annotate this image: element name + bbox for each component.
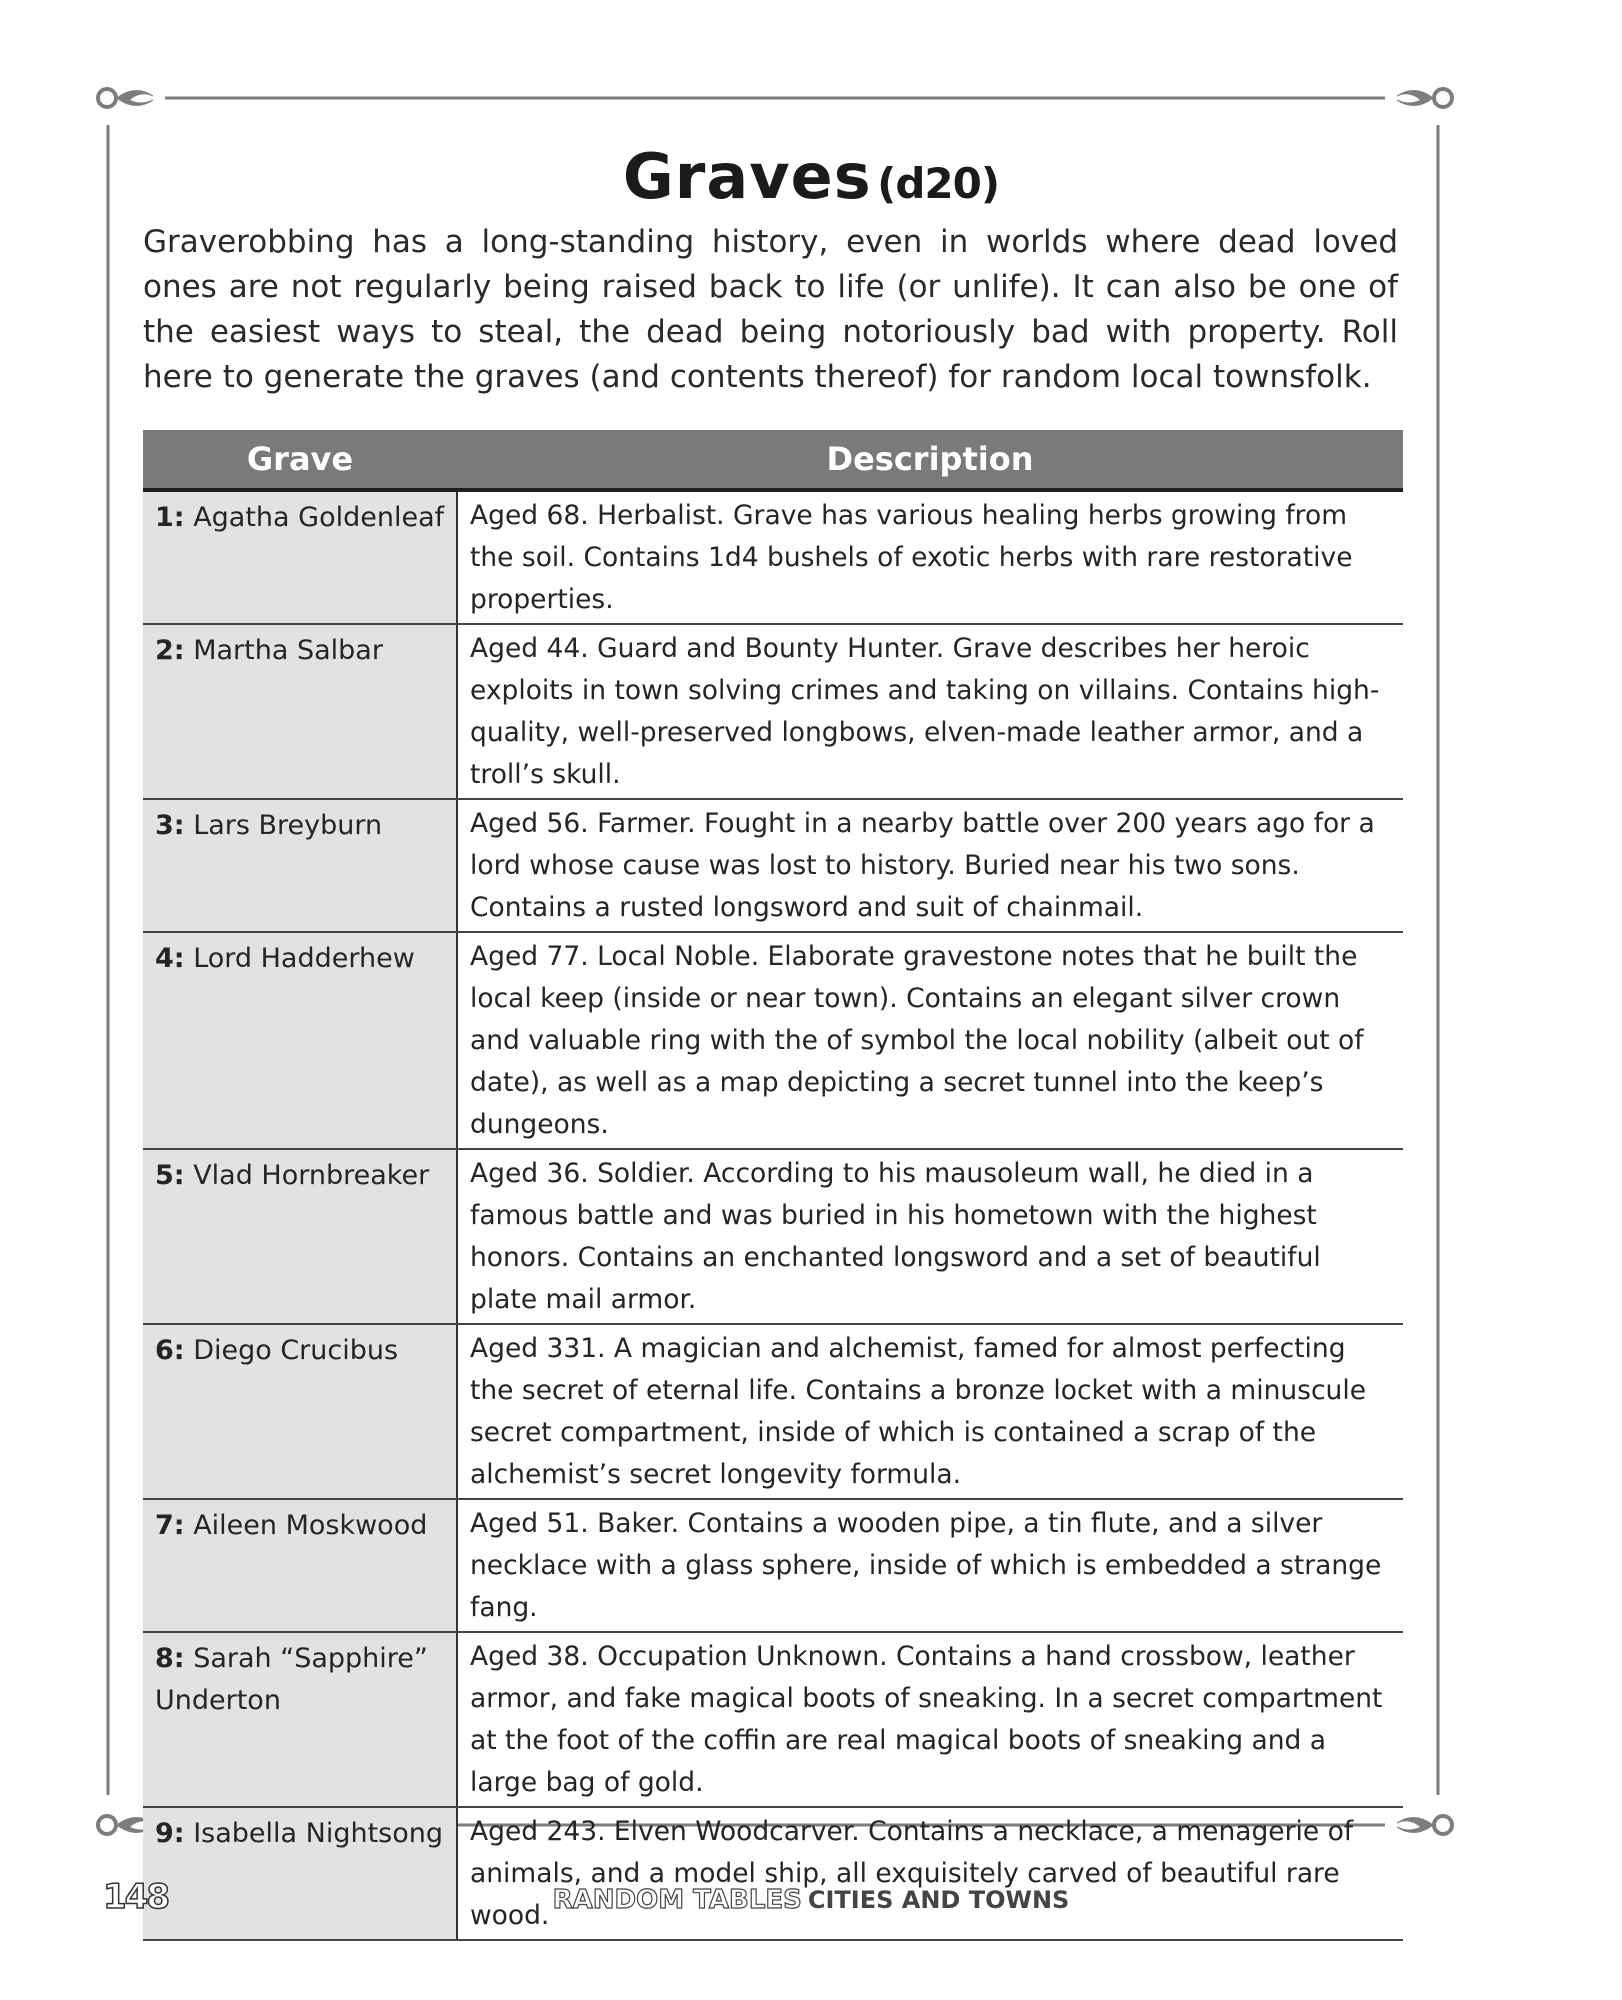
page-title-die: (d20) [877, 159, 1000, 208]
grave-description-cell: Aged 243. Elven Woodcarver. Contains a necklace, a menagerie of animals, and a model ship, all exquisitely carved of beautiful rare wood. [457, 1807, 1403, 1940]
grave-name-cell [143, 1632, 457, 1807]
grave-name: Lars Breyburn [193, 810, 383, 841]
grave-name: Vlad Hornbreaker [193, 1160, 430, 1191]
table-row [143, 1149, 1403, 1324]
table-row [143, 1324, 1403, 1499]
grave-name: Diego Crucibus [193, 1335, 399, 1366]
graves-table [143, 430, 1403, 1941]
grave-number: 5: [155, 1160, 185, 1191]
page-number: 148 [103, 1877, 168, 1917]
table-header-row [143, 430, 1403, 490]
grave-number: 6: [155, 1335, 185, 1366]
grave-number: 4: [155, 943, 185, 974]
book-title [0, 1885, 1622, 1915]
grave-name: Lord Hadderhew [193, 943, 415, 974]
grave-name-cell [143, 1499, 457, 1632]
grave-name: Martha Salbar [193, 635, 383, 666]
book-title-series: RANDOM TABLES [552, 1885, 802, 1915]
table-row [143, 624, 1403, 799]
table-row [143, 1499, 1403, 1632]
grave-name: Aileen Moskwood [193, 1510, 428, 1541]
grave-number: 7: [155, 1510, 185, 1541]
grave-name-cell [143, 1324, 457, 1499]
grave-name: Agatha Goldenleaf [193, 502, 445, 533]
grave-number: 8: [155, 1643, 185, 1674]
grave-number: 2: [155, 635, 185, 666]
grave-description-cell: Aged 56. Farmer. Fought in a nearby battle over 200 years ago for a lord whose cause was lost to history. Buried near his two sons. Contains a rusted longsword and suit of chainmail. [457, 799, 1403, 932]
table-row [143, 932, 1403, 1149]
grave-name-cell [143, 799, 457, 932]
table-row [143, 1807, 1403, 1940]
grave-name: Sarah “Sapphire” Underton [155, 1643, 428, 1716]
grave-description-cell: Aged 38. Occupation Unknown. Contains a hand crossbow, leather armor, and fake magical boots of sneaking. In a secret compartment at the foot of the coffin are real magical boots of sneaking and a large bag of gold. [457, 1632, 1403, 1807]
grave-number: 9: [155, 1818, 185, 1849]
grave-name-cell [143, 1807, 457, 1940]
table-row [143, 1632, 1403, 1807]
column-header-grave: Grave [143, 430, 457, 490]
grave-name-cell [143, 932, 457, 1149]
intro-paragraph: Graverobbing has a long-standing history, even in worlds where dead loved ones are not regularly being raised back to life (or unlife). It can also be one of the easiest ways to steal, the dead being notoriously bad with property. Roll here to generate the graves (and contents thereof) for random local townsfolk. [143, 224, 1398, 395]
table-row [143, 799, 1403, 932]
grave-number: 3: [155, 810, 185, 841]
grave-name-cell [143, 624, 457, 799]
page-title-text: Graves [622, 140, 872, 213]
grave-name-cell [143, 1149, 457, 1324]
grave-description-cell: Aged 51. Baker. Contains a wooden pipe, a tin flute, and a silver necklace with a glass sphere, inside of which is embedded a strange fang. [457, 1499, 1403, 1632]
grave-number: 1: [155, 502, 185, 533]
grave-description-cell: Aged 77. Local Noble. Elaborate gravestone notes that he built the local keep (inside or near town). Contains an elegant silver crown and valuable ring with the of symbol the local nobility (albeit out of date), as well as a map depicting a secret tunnel into the keep’s dungeons. [457, 932, 1403, 1149]
grave-name-cell [143, 490, 457, 624]
grave-description-cell: Aged 331. A magician and alchemist, famed for almost perfecting the secret of eternal life. Contains a bronze locket with a minuscule secret compartment, inside of which is contained a scrap of the alchemist’s secret longevity formula. [457, 1324, 1403, 1499]
grave-description-cell: Aged 68. Herbalist. Grave has various healing herbs growing from the soil. Contains 1d4 bushels of exotic herbs with rare restorative properties. [457, 490, 1403, 624]
grave-name: Isabella Nightsong [193, 1818, 444, 1849]
column-header-description: Description [457, 430, 1403, 490]
page-title [0, 140, 1622, 213]
grave-description-cell: Aged 36. Soldier. According to his mausoleum wall, he died in a famous battle and was buried in his hometown with the highest honors. Contains an enchanted longsword and a set of beautiful plate mail armor. [457, 1149, 1403, 1324]
table-row [143, 490, 1403, 624]
book-title-subtitle: CITIES AND TOWNS [807, 1886, 1070, 1914]
grave-description-cell: Aged 44. Guard and Bounty Hunter. Grave describes her heroic exploits in town solving crimes and taking on villains. Contains high-quality, well-preserved longbows, elven-made leather armor, and a troll’s skull. [457, 624, 1403, 799]
